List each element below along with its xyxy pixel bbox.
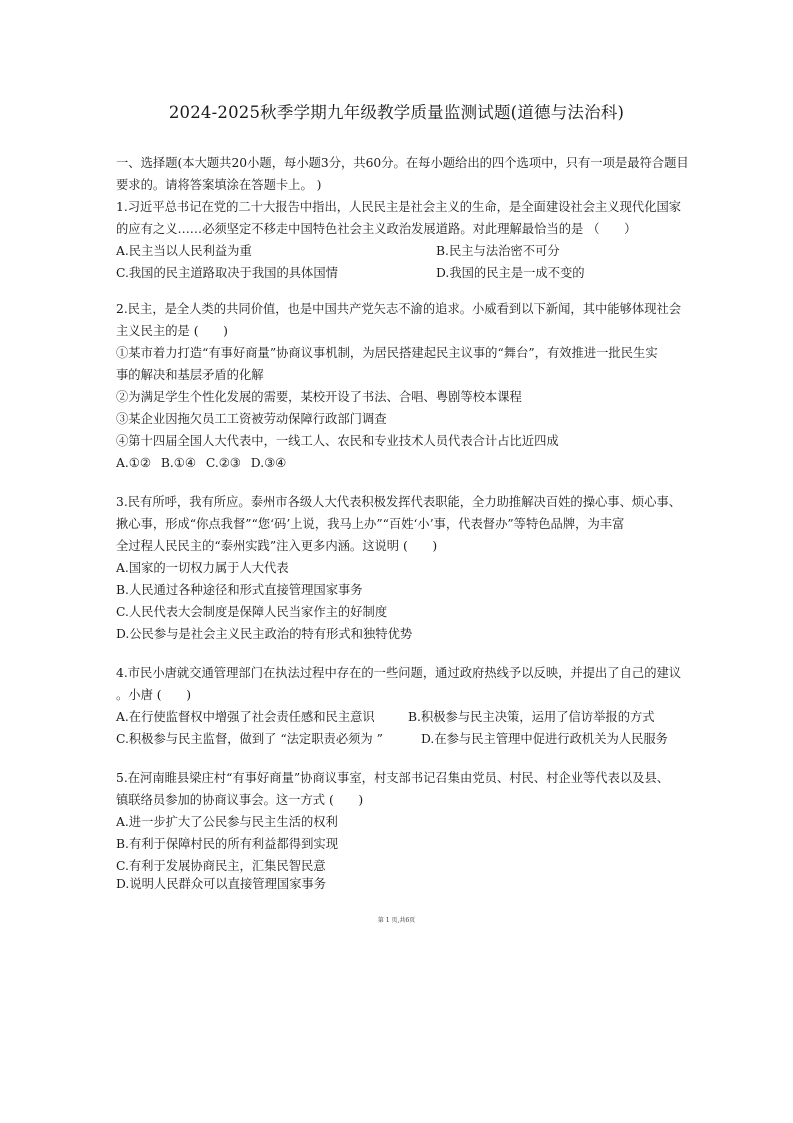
option-b: B.有利于保障村民的所有利益都得到实现 <box>116 837 338 851</box>
question-stem-line: 的应有之义……必须坚定不移走中国特色社会主义政治发展道路。对此理解最恰当的是 （ ） <box>116 222 637 236</box>
question-stem-line: 2.民主，是全人类的共同价值，也是中国共产党矢志不渝的追求。小威看到以下新闻，其中能够体现社会 <box>116 302 682 316</box>
question-stem-line: 镇联络员参加的协商议事会。这一方式 ( ) <box>116 793 364 807</box>
option-b: B.①④ <box>160 456 196 470</box>
option-row <box>116 452 746 474</box>
option-d: D.说明人民群众可以直接管理国家事务 <box>116 877 327 891</box>
statement-line: ③某企业因拖欠员工工资被劳动保障行政部门调查 <box>116 412 387 426</box>
option-b: B.人民通过各种途径和形式直接管理国家事务 <box>116 583 363 597</box>
option-d: D.在参与民主管理中促进行政机关为人民服务 <box>421 732 668 746</box>
option-c: C.积极参与民主监督，做到了 “法定职责必须为 ” <box>116 732 383 746</box>
question-stem-line: 主义民主的是 ( ) <box>116 324 228 338</box>
option-a: A.民主当以人民利益为重 <box>116 244 252 258</box>
question-stem-line: 揪心事，形成“你点我督”“您‘码’上说，我马上办”“百姓‘小’事，代表督办”等特色品牌，为丰富 <box>116 517 625 531</box>
question-stem-line: 全过程人民民主的“泰州实践”注入更多内涵。这说明 ( ) <box>116 539 438 553</box>
question-stem-line: 4.市民小唐就交通管理部门在执法过程中存在的一些问题，通过政府热线予以反映，并提出了自己的建议 <box>116 666 682 680</box>
option-row <box>116 262 746 284</box>
question-stem-line: 。小唐 ( ) <box>116 688 191 702</box>
question-2 <box>116 298 746 474</box>
statement-line: ②为满足学生个性化发展的需要，某校开设了书法、合唱、粤剧等校本课程 <box>116 390 522 404</box>
option-a: A.国家的一切权力属于人大代表 <box>116 561 289 575</box>
page-title: 2024-2025秋季学期九年级教学质量监测试题(道德与法治科) <box>168 103 625 122</box>
option-c: C.②③ <box>205 456 241 470</box>
section-instructions-line: 要求的。请将答案填涂在答题卡上。 ) <box>116 178 322 192</box>
question-4 <box>116 662 746 750</box>
option-a: A.①② <box>116 456 151 470</box>
option-d: D.我国的民主是一成不变的 <box>436 266 585 280</box>
option-row <box>116 706 746 728</box>
question-5 <box>116 767 746 895</box>
question-1 <box>116 196 746 284</box>
question-stem-line: 3.民有所呼，我有所应。泰州市各级人大代表积极发挥代表职能，全力助推解决百姓的操心事、烦心事、 <box>116 495 682 509</box>
option-b: B.民主与法治密不可分 <box>436 244 560 258</box>
option-d: D.公民参与是社会主义民主政治的特有形式和独特优势 <box>116 627 413 641</box>
page-footer: 第 1 页,共6页 <box>377 917 416 924</box>
option-a: A.在行使监督权中增强了社会责任感和民主意识 <box>116 710 375 724</box>
statement-line: 事的解决和基层矛盾的化解 <box>116 368 264 382</box>
statement-line: ④第十四届全国人大代表中，一线工人、农民和专业技术人员代表合计占比近四成 <box>116 434 559 448</box>
option-row <box>116 728 746 750</box>
option-c: C.我国的民主道路取决于我国的具体国情 <box>116 266 338 280</box>
option-d: D.③④ <box>250 456 287 470</box>
option-a: A.进一步扩大了公民参与民主生活的权利 <box>116 815 338 829</box>
question-stem-line: 5.在河南睢县梁庄村“有事好商量”协商议事室，村支部书记召集由党员、村民、村企业等代表以及县、 <box>116 771 670 785</box>
section-instructions-line: 一、选择题(本大题共20小题，每小题3分，共60分。在每小题给出的四个选项中，只有一项是最符合题目 <box>116 156 689 170</box>
statement-line: ①某市着力打造“有事好商量”协商议事机制，为居民搭建起民主议事的“舞台”，有效推进一批民生实 <box>116 346 658 360</box>
question-3 <box>116 491 746 645</box>
question-stem-line: 1.习近平总书记在党的二十大报告中指出，人民民主是社会主义的生命，是全面建设社会主义现代化国家 <box>116 200 682 214</box>
option-c: C.人民代表大会制度是保障人民当家作主的好制度 <box>116 605 388 619</box>
option-row <box>116 240 746 262</box>
option-b: B.积极参与民主决策，运用了信访举报的方式 <box>408 710 655 724</box>
option-c: C.有利于发展协商民主，汇集民智民意 <box>116 859 326 873</box>
document-body <box>116 152 746 895</box>
